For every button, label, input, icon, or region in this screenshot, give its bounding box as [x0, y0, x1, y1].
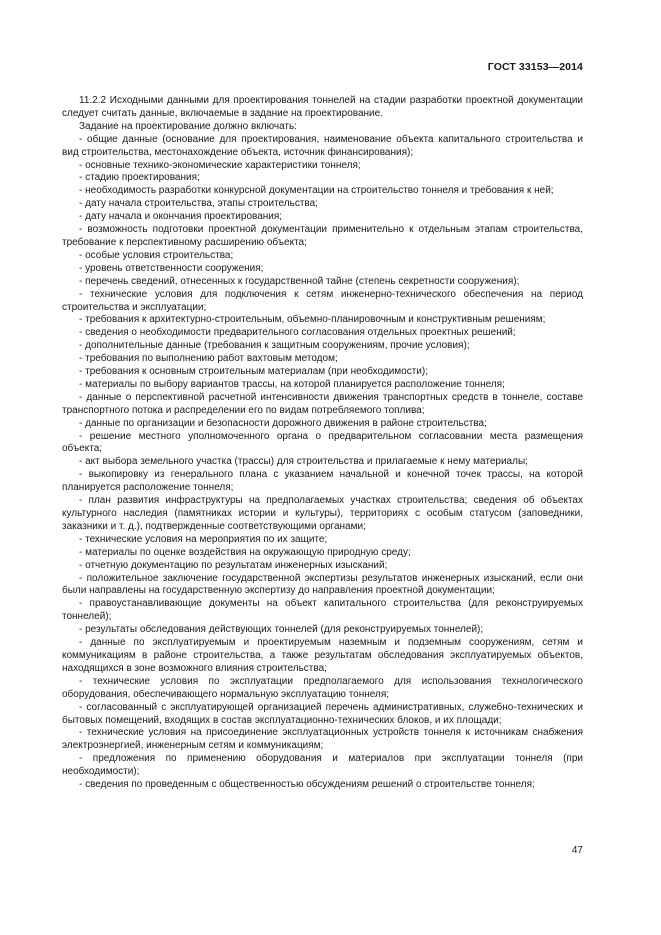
- list-item: - сведения о необходимости предварительного согласования отдельных проектных решений;: [79, 327, 516, 339]
- list-item: - согласованный с эксплуатирующей организацией перечень административных, служебно-технических и бытовых помещений, входящих в состав эксплуатационно-технических блоков, и их площади;: [62, 701, 583, 726]
- list-item: - дату начала строительства, этапы строительства;: [79, 198, 318, 210]
- list-item: - общие данные (основание для проектирования, наименование объекта капитального строительства и вид строительства, местонахождение объекта, источник финансирования);: [62, 133, 583, 158]
- list-item: - требования к основным строительным материалам (при необходимости);: [79, 366, 428, 378]
- list-item: - выкопировку из генерального плана с указанием начальной и конечной точек трассы, на которой планируется расположение тоннеля;: [62, 469, 583, 494]
- list-item: - технические условия на присоединение эксплуатационных устройств тоннеля к источникам снабжения электроэнергией, инженерным сетям и коммуникациям;: [62, 727, 583, 752]
- list-intro: Задание на проектирование должно включать:: [79, 120, 297, 132]
- list-item: - основные технико-экономические характеристики тоннеля;: [79, 159, 361, 171]
- list-item: - технические условия для подключения к сетям инженерно-технического обеспечения на период строительства и эксплуатации;: [62, 288, 583, 313]
- list-item: - технические условия на мероприятия по их защите;: [79, 533, 328, 545]
- list-item: - требования по выполнению работ вахтовым методом;: [79, 353, 338, 365]
- list-item: - особые условия строительства;: [79, 249, 234, 261]
- list-item: - результаты обследования действующих тоннелей (для реконструируемых тоннелей);: [79, 624, 484, 636]
- list-item: - данные о перспективной расчетной интенсивности движения транспортных средств в тоннеле, составе транспортного потока и распределении его по видам потребляемого топлива;: [62, 391, 583, 416]
- list-item: - предложения по применению оборудования и материалов при эксплуатации тоннеля (при необходимости);: [62, 753, 583, 778]
- section-paragraph: 11.2.2 Исходными данными для проектирования тоннелей на стадии разработки проектной документации следует считать данные, включаемые в задание на проектирование.: [62, 95, 583, 119]
- page-number: 47: [571, 845, 583, 856]
- list-item: - решение местного уполномоченного органа о предварительном согласовании места размещения объекта;: [62, 430, 583, 455]
- list-item: - дату начала и окончания проектирования;: [79, 211, 283, 223]
- list-item: - материалы по оценке воздействия на окружающую природную среду;: [79, 546, 411, 558]
- list-item: - правоустанавливающие документы на объект капитального строительства (для реконструируемых тоннелей);: [62, 598, 583, 623]
- list-item: - необходимость разработки конкурсной документации на строительство тоннеля и требования к ней;: [79, 185, 554, 197]
- list-item: - требования к архитектурно-строительным, объемно-планировочным и конструктивным решениям;: [79, 314, 546, 326]
- list-item: - отчетную документацию по результатам инженерных изысканий;: [79, 559, 388, 571]
- list-item: - данные по эксплуатируемым и проектируемым наземным и подземным сооружениям, сетям и коммуникациям в районе строительства, а также результатам обследования эксплуатируемых объектов, находящихся в зоне возможного влияния строительства;: [62, 637, 583, 674]
- list-item: - технические условия по эксплуатации предполагаемого для использования технологического оборудования, обеспечивающего нормальную эксплуатацию тоннеля;: [62, 675, 583, 700]
- list-item: - план развития инфраструктуры на предполагаемых участках строительства; сведения об объектах культурного наследия (памятниках истории и культуры), территориях с особым статусом (заповедники, заказники и т. д.), подтвержденные соответствующими органами;: [62, 495, 583, 532]
- list-item: - данные по организации и безопасности дорожного движения в районе строительства;: [79, 417, 487, 429]
- document-body: [62, 95, 583, 792]
- list-item: - возможность подготовки проектной документации применительно к отдельным этапам строительства, требование к перспективному расширению объекта;: [62, 224, 583, 248]
- document-header: ГОСТ 33153—2014: [487, 61, 583, 73]
- list-item: - материалы по выбору вариантов трассы, на которой планируется расположение тоннеля;: [79, 378, 505, 390]
- list-item: - дополнительные данные (требования к защитным сооружениям, прочие условия);: [79, 340, 470, 352]
- list-item: - перечень сведений, отнесенных к государственной тайне (степень секретности сооружения);: [79, 275, 520, 287]
- list-item: - акт выбора земельного участка (трассы) для строительства и прилагаемые к нему материалы;: [79, 456, 528, 468]
- list-item: - стадию проектирования;: [79, 172, 200, 184]
- list-item: - сведения по проведенным с общественностью обсуждениям решений о строительстве тоннеля;: [79, 779, 535, 791]
- list-item: - положительное заключение государственной экспертизы результатов инженерных изысканий, если они были направлены на государственную экспертизу до направления проектной документации;: [62, 572, 583, 597]
- list-item: - уровень ответственности сооружения;: [79, 262, 264, 274]
